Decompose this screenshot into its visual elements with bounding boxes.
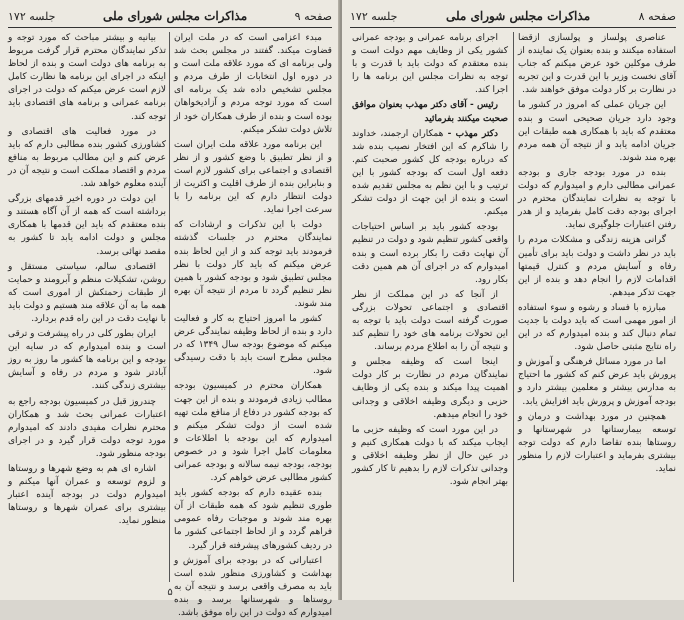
paragraph (518, 167, 676, 232)
paragraph (518, 411, 676, 476)
paragraph (352, 128, 508, 220)
paragraph (174, 487, 332, 552)
paragraph-text: از آنجا که در این مملکت از نظر اقتصادی و اجتماعی تحولات بزرگی صورت گرفته است دولت باید با توجه به این تحولات برنامه های خود را تنظیم کند و نتیجه آن را به اطلاع مردم برساند. (352, 289, 508, 353)
paragraph-text: اجرای برنامه عمرانی و بودجه عمرانی کشور یکی از وظایف مهم دولت است و بنده معتقدم که دولت باید با قدرت و با توجه به نظرات مجلس این برنامه ها را اجرا کند. (352, 33, 508, 96)
paragraph-text: اقتصادی سالم، سیاستی مستقل و روشن، تشکیلات منظم و آبرومند و حمایت از طبقات زحمتکش از اموری است که همه ما به آن علاقه مند هستیم و دولت باید با نهایت دقت در این راه قدم بردارد. (8, 261, 166, 324)
header-rule (8, 27, 332, 28)
paragraph (174, 32, 332, 137)
paragraph (352, 356, 508, 421)
text-column-left (352, 32, 508, 582)
paragraph-text: این دولت در دوره اخیر قدمهای بزرگی برداشته است که همه از آن آگاه هستند و بنده معتقدم که باید این قدمها با همکاری مجلس و دولت ادامه یابد تا کشور به مقصد نهائی برسد. (8, 194, 166, 257)
column-divider (513, 32, 514, 582)
paragraph-text: بودجه کشور باید بر اساس احتیاجات واقعی کشور تنظیم شود و دولت در تنظیم آن نهایت دقت را بکار برده است و بنده امیدوارم که در اجرای آن هم همین دقت بکار رود. (352, 222, 508, 285)
paragraph-text: گرانی هزینه زندگی و مشکلات مردم را باید در نظر داشت و دولت باید برای تأمین رفاه و آسایش مردم و کنترل قیمتها اقدامات لازم را انجام دهد و بنده از این جهت تذکر میدهم. (518, 235, 676, 298)
paragraph (8, 396, 166, 461)
session-number: جلسه ۱۷۲ (8, 9, 56, 23)
paragraph-text: در مورد فعالیت های اقتصادی و کشاورزی کشور بنده مطالبی دارم که باید عرض کنم و این مطالب مربوط به منافع مردم و اقتصاد مملکت است و نتیجه آن در آینده معلوم خواهد شد. (8, 126, 166, 190)
page-title: مذاکرات مجلس شورای ملی (102, 9, 248, 23)
paragraph (518, 234, 676, 299)
text-column-right (518, 32, 676, 582)
paragraph (518, 32, 676, 97)
paragraph-text: عناصری پولساز و پولسازی ازقضا استفاده میکنند و بنده بعنوان یک نماینده از طرف موکلین خود عرض میکنم که جناب آقای نخست وزیر با این قدرت و این تجربه در نظارت بر کار دولت موفق خواهند شد. (518, 33, 676, 96)
paragraph-text: اعتباراتی که در بودجه برای آموزش و بهداشت و کشاورزی منظور شده است باید به مصرف واقعی برسد و نتیجه آن به روستاها و شهرستانها برسد و بنده امیدوارم که دولت در این راه موفق باشد. (174, 555, 332, 619)
text-column-right (174, 32, 332, 619)
paragraph-text: بیانیه و بیشتر مباحث که مورد توجه و تذکر نمایندگان محترم قرار گرفت مربوط به برنامه های دولت است و بنده از لحاظ اینکه در اجرای این برنامه ها نظارت کامل لازم است عرض میکنم که دولت در اجرای برنامه عمرانی و برنامه های اقتصادی باید توجه کند. (8, 33, 166, 122)
paragraph (518, 302, 676, 354)
paragraph-text: دولت با این تذکرات و ارشادات که نمایندگان محترم در جلسات گذشته فرمودند باید توجه کند و از این لحاظ بنده عرض میکنم که باید کار دولت با نظر مجلس تطبیق شود و بودجه کشور با همین نظر تنظیم گردد تا مردم از نتیجه آن بهره مند شوند. (174, 220, 332, 309)
page-number: صفحه ۸ (638, 9, 676, 23)
paragraph (518, 356, 676, 408)
page-title: مذاکرات مجلس شورای ملی (445, 9, 591, 23)
speaker-name: رئیس - آقای دکتر مهذب بعنوان موافق صحبت میکنند بفرمائید (352, 100, 508, 124)
session-number: جلسه ۱۷۲ (350, 9, 398, 23)
paragraph (174, 380, 332, 485)
paragraph (8, 32, 166, 124)
paragraph (8, 463, 166, 528)
paragraph-text: اما در مورد مسائل فرهنگی و آموزش و پرورش باید عرض کنم که کشور ما احتیاج به مدارس بیشتر و معلمین بیشتر دارد و بودجه آموزش و پرورش باید افزایش یابد. (518, 357, 676, 407)
paragraph (174, 219, 332, 311)
page-header (350, 6, 676, 26)
left-page (0, 0, 340, 619)
column-divider (169, 32, 170, 582)
paragraph-text: همکاران ارجمند، خداوند را شاکرم که این افتخار نصیب بنده شد که درباره بودجه کل کشور صحبت کنم. دفعه اول است که بودجه کشور با این ترتیب و با این نظم به مجلس تقدیم شده است و بنده از این جهت از دولت تشکر میکنم. (352, 128, 508, 218)
paragraph (174, 313, 332, 378)
paragraph-text: اینجا است که وظیفه مجلس و نمایندگان مردم در نظارت بر کار دولت اهمیت پیدا میکند و بنده یکی از وظایف حزبی و دیگری وظیفه اخلاقی و وجدانی خود را انجام میدهم. (352, 357, 508, 420)
paragraph (352, 289, 508, 354)
right-page (342, 0, 684, 600)
paragraph (174, 139, 332, 218)
paragraph-text: این برنامه مورد علاقه ملت ایران است و از نظر تطبیق با وضع کشور و از نظر اقتصادی و اجتماعی برای کشور لازم است و بنابراین بنده از طرف اقلیت و اکثریت از دولت انتظار دارم که این برنامه را با سرعت اجرا نماید. (174, 139, 332, 216)
paragraph (352, 221, 508, 286)
paragraph (352, 32, 508, 97)
paragraph-text: بنده عقیده دارم که بودجه کشور باید طوری تنظیم شود که همه طبقات از آن بهره مند شوند و موجبات رفاه عمومی فراهم گردد و از لحاظ اجتماعی کشور ما در ردیف کشورهای پیشرفته قرار گیرد. (174, 488, 332, 551)
paragraph-text: بنده در مورد بودجه جاری و بودجه عمرانی مطالبی دارم و امیدوارم که دولت با توجه به نظرات نمایندگان محترم در اجرای بودجه دقت کامل بفرماید و از هدر رفتن اعتبارات جلوگیری نماید. (518, 167, 676, 231)
paragraph-text: کشور ما امروز احتیاج به کار و فعالیت دارد و بنده از لحاظ وظیفه نمایندگی عرض میکنم که موضوع بودجه سال ۱۳۴۹ که در مجلس مطرح است باید با دقت رسیدگی شود. (174, 313, 332, 377)
text-column-left (8, 32, 166, 582)
paragraph-text: همکاران محترم در کمیسیون بودجه مطالب زیادی فرمودند و بنده از این جهت که بودجه کشور در دفاع از منافع ملت تهیه شده است از دولت تشکر میکنم و امیدوارم که این بودجه با اطلاعات و معلومات کامل اجرا شود و در خصوص بودجه، بودجه نیمه سالانه و بودجه عمرانی کشور مطالبی عرض خواهم کرد. (174, 381, 332, 484)
paragraph (352, 424, 508, 489)
paragraph-text: مبارزه با فساد و رشوه و سوء استفاده از امور مهمی است که باید دولت با جدیت تمام دنبال کند و بنده امیدوارم که در این راه نتایج مثبتی حاصل شود. (518, 302, 676, 353)
paragraph-text: همچنین در مورد بهداشت و درمان و توسعه بیمارستانها در شهرستانها و روستاها بنده تقاضا دارم که دولت توجه بیشتری بفرماید و اعتبارات لازم را منظور نماید. (518, 411, 676, 474)
paragraph-text: در این مورد است که وظیفه حزبی ما ایجاب میکند که با دولت همکاری کنیم و در عین حال از نظر وظیفه اخلاقی و وجدانی تذکرات لازم را بدهیم تا کار کشور بهتر انجام شود. (352, 424, 508, 488)
paragraph-text: این جریان عملی که امروز در کشور ما وجود دارد جریان صحیحی است و بنده معتقدم که باید با همکاری همه طبقات این جریان ادامه یابد و از نتیجه آن همه مردم بهره مند شوند. (518, 100, 676, 163)
paragraph-text: چندروز قبل در کمیسیون بودجه راجع به اعتبارات عمرانی بحث شد و همکاران محترم نظرات مفیدی دادند که امیدوارم مورد توجه دولت قرار گیرد و در اجرای بودجه منظور شود. (8, 396, 166, 459)
paragraph-text: ایران بطور کلی در راه پیشرفت و ترقی است و بنده امیدوارم که در سایه این بودجه و این برنامه ها کشور ما روز به روز آبادتر شود و مردم در رفاه و آسایش بیشتری زندگی کنند. (8, 329, 166, 392)
paragraph-text: اشاره ای هم به وضع شهرها و روستاها و لزوم توسعه و عمران آنها میکنم و امیدوارم دولت در بودجه آینده اعتبار بیشتری برای عمران شهرها و روستاها منظور نماید. (8, 464, 166, 527)
speaker-name: دکتر مهذب - (443, 128, 498, 139)
page-header (8, 6, 332, 26)
paragraph-text: مبدء اعزامی است که در ملت ایران قضاوت میکند. گفتند در مجلس بحث شد ولی برنامه ای که مورد علاقه ملت است و در دوره اول انتخابات از طرف مردم و مجلس تشخیص داده شد یک برنامه ای است که مورد توجه مردم و آزادیخواهان بوده است و بنده از طرف همکاران خود از تلاش دولت تشکر میکنم. (174, 33, 332, 135)
page-number: صفحه ۹ (294, 9, 332, 23)
paragraph (8, 126, 166, 191)
paragraph (352, 99, 508, 125)
paragraph (8, 261, 166, 326)
paragraph (8, 193, 166, 258)
paragraph (8, 328, 166, 393)
page-folio: ۵ (167, 587, 173, 598)
paragraph (518, 99, 676, 164)
header-rule (350, 27, 676, 28)
